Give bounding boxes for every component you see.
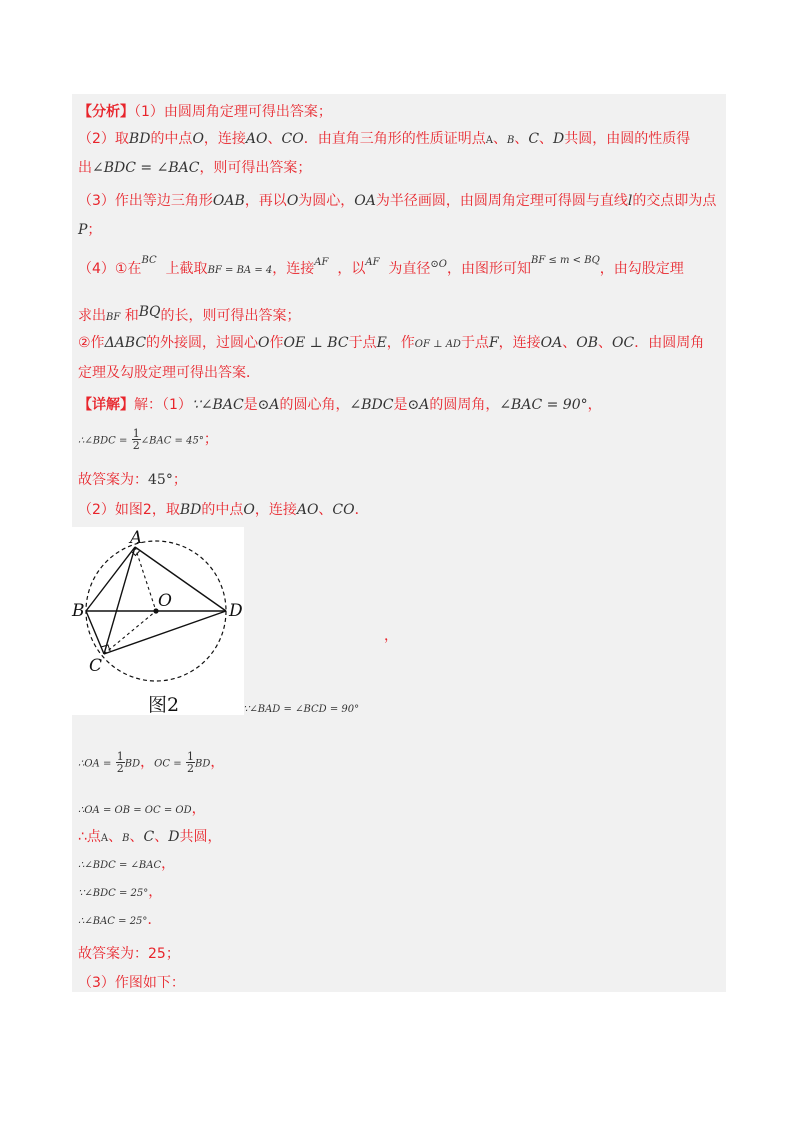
analysis-line-5: P；	[78, 222, 102, 238]
detail-line-11: ∵∠BDC = 25°，	[78, 884, 163, 900]
segment-ac	[104, 547, 135, 654]
segment-ad	[135, 547, 226, 611]
analysis-line-7: 求出BF 和BQ的长，则可得出答案；	[78, 304, 301, 324]
segment-cd	[104, 611, 226, 654]
detail-line-7: ∴OA = $\frac{1}{2}$ BD，OC = $\frac{1}{2}$ BD，	[78, 750, 225, 775]
segment-bc	[86, 611, 104, 654]
label-c: C	[89, 656, 103, 676]
analysis-line-6: （4）①在$^{BC}$ 上截取BF = BA = 4，连接$^{AF}$ ，以$^{AF}$ 为直径$^{⊙O}$，由图形可知$^{BF \le m < BQ}$，由勾股定理	[78, 255, 684, 277]
analysis-line-8: ②作ΔABC的外接圆，过圆心O作OE ⊥ BC于点E，作OF ⊥ AD于点F，连接OA、OB、OC．由圆周角	[78, 335, 705, 351]
analysis-line-4: （3）作出等边三角形OAB，再以O为圆心，OA为半径画圆，由圆周角定理可得圆与直线l的交点即为点	[78, 193, 717, 209]
detail-line-1: 【详解】解：（1）∵∠BAC是⊙A的圆心角，∠BDC是⊙A的圆周角，∠BAC = 90°，	[78, 397, 602, 413]
label-a: A	[130, 528, 143, 548]
detail-line-6: ∵∠BAD = ∠BCD = 90°	[243, 704, 360, 715]
analysis-line-2: （2）取BD的中点O，连接AO、CO．由直角三角形的性质证明点A、B、C、D共圆，由圆的性质得	[78, 131, 691, 147]
figure-2-svg	[72, 527, 244, 715]
detail-line-10: ∴∠BDC = ∠BAC，	[78, 856, 176, 872]
figure-2	[72, 527, 244, 715]
detail-line-8: ∴OA = OB = OC = OD，	[78, 801, 206, 817]
stray-comma: ，	[384, 628, 398, 644]
detail-line-4: （2）如图2，取BD的中点O，连接AO、CO．	[78, 502, 369, 518]
detail-tag: 【详解】	[78, 397, 134, 413]
label-b: B	[72, 601, 85, 621]
segment-ao	[135, 547, 156, 611]
detail-line-14: （3）作图如下：	[78, 975, 185, 991]
analysis-line-3: 出∠BDC = ∠BAC，则可得出答案；	[78, 160, 312, 176]
detail-line-9: ∴点A、B、C、D共圆，	[78, 829, 222, 845]
label-d: D	[229, 601, 243, 621]
segment-co	[104, 611, 156, 654]
detail-line-13: 故答案为：25；	[78, 946, 180, 962]
detail-line-12: ∴∠BAC = 25°．	[78, 912, 162, 928]
figure-caption: 图2	[148, 694, 180, 716]
analysis-tag: 【分析】	[78, 104, 134, 120]
analysis-line-9: 定理及勾股定理可得出答案．	[78, 365, 260, 381]
label-o: O	[158, 591, 172, 611]
analysis-line-1: 【分析】（1）由圆周角定理可得出答案；	[78, 104, 332, 120]
detail-line-2: ∴∠BDC = $\frac{1}{2}$ ∠BAC = 45°；	[78, 427, 218, 452]
detail-line-3: 故答案为：45°；	[78, 472, 187, 488]
